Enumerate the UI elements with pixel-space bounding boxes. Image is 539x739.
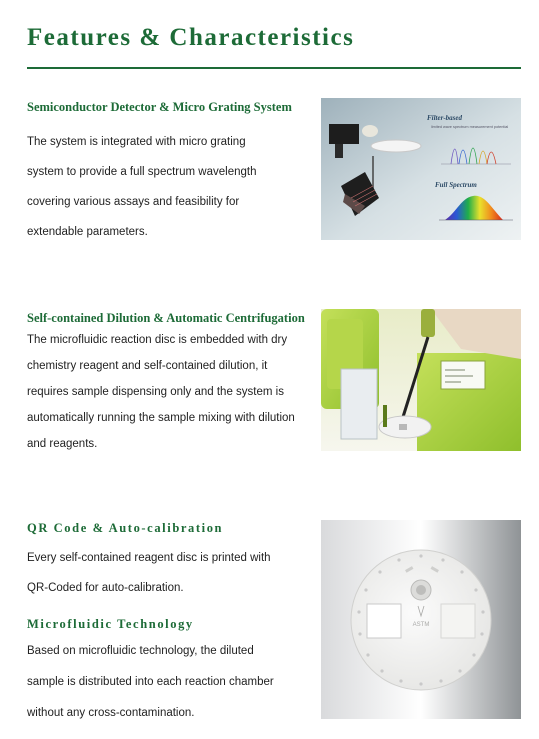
detector-text-line-1: The system is integrated with micro grating <box>27 136 246 148</box>
detector-text-line-2: system to provide a full spectrum wavelength <box>27 166 257 178</box>
microfluidic-text-line-1: Based on microfluidic technology, the diluted <box>27 645 254 657</box>
title-divider <box>27 67 521 69</box>
microfluidic-text-line-2: sample is distributed into each reaction chamber <box>27 676 274 688</box>
qr-text-line-1: Every self-contained reagent disc is printed with <box>27 552 271 564</box>
microfluidic-text-line-3: without any cross-contamination. <box>27 707 195 719</box>
filter-based-sublabel: limited wave spectrum measurement potential <box>431 125 509 129</box>
detector-text-line-4: extendable parameters. <box>27 226 148 238</box>
qr-text-line-2: QR-Coded for auto-calibration. <box>27 582 184 594</box>
analyzer-device-image <box>321 309 521 451</box>
section-heading-microfluidic: Microfluidic Technology <box>27 617 194 631</box>
filter-based-label: Filter-based <box>427 114 462 122</box>
dilution-text-line-2: chemistry reagent and self-contained dilution, it <box>27 360 268 372</box>
reagent-disc-image <box>321 520 521 719</box>
dilution-text-line-4: automatically running the sample mixing with dilution <box>27 412 295 424</box>
detector-text-line-3: covering various assays and feasibility for <box>27 196 240 208</box>
disc-logo-text: ASTM <box>412 622 430 628</box>
page-title: Features & Characteristics <box>27 24 355 51</box>
section-heading-dilution: Self-contained Dilution & Automatic Centrifugation <box>27 311 305 325</box>
spectrum-system-image <box>321 98 521 240</box>
full-spectrum-label: Full Spectrum <box>435 181 477 189</box>
section-heading-detector: Semiconductor Detector & Micro Grating System <box>27 100 292 114</box>
dilution-text-line-5: and reagents. <box>27 438 98 450</box>
dilution-text-line-1: The microfluidic reaction disc is embedded with dry <box>27 334 288 346</box>
section-heading-qr-code: QR Code & Auto-calibration <box>27 521 224 535</box>
dilution-text-line-3: requires sample dispensing only and the system is <box>27 386 284 398</box>
